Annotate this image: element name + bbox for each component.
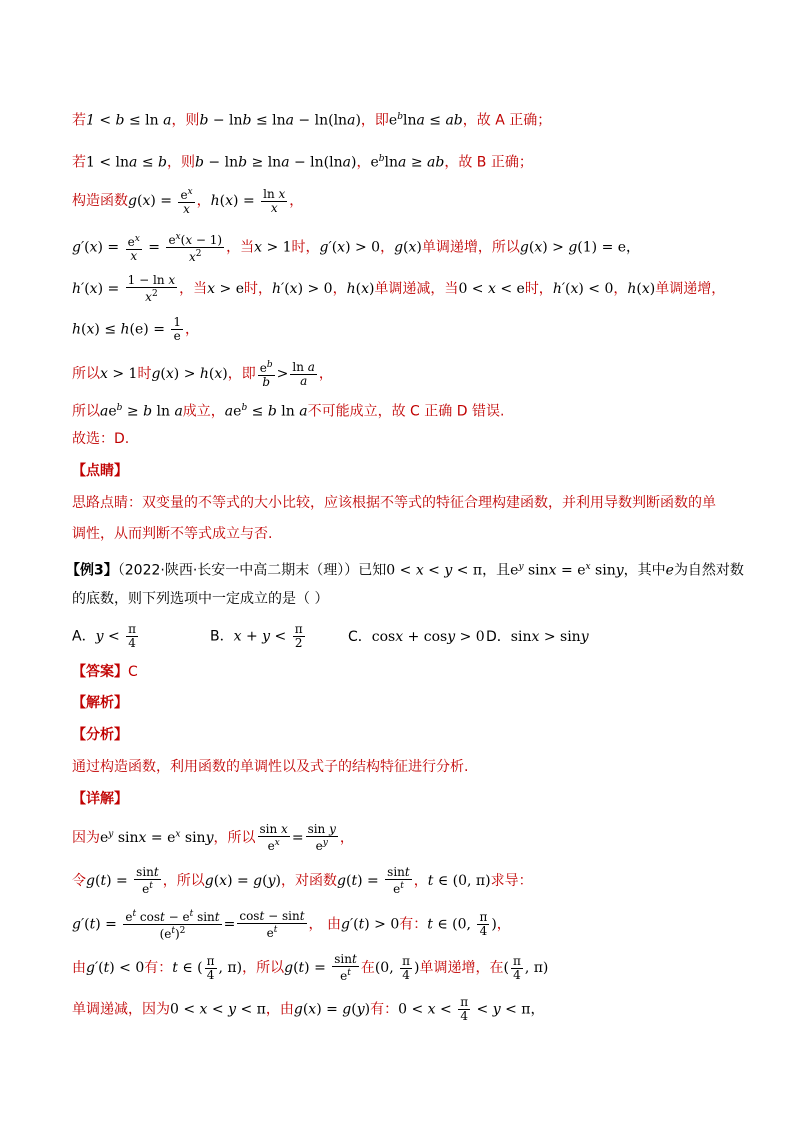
text-line: 若1 < lna ≤ b，则b − lnb ≥ lna − ln(lna)，$e^b\ln a$ ≥ ab，故 B 正确； (72, 154, 533, 171)
section-heading: 【详解】 (72, 791, 128, 807)
section-heading: 【解析】 (72, 695, 128, 711)
text-line: h(x) ≤ h(e) = $\frac{1}{e}$ ， (72, 315, 200, 343)
text-line: g′(t) = $\frac{e^t \cos t - e^t \sin t}{(e^t)^2}$ = $\frac{\cos t - \sin t}{e^t}$ ， 由g′(t) > 0有：t ∈ (0, $\frac{\pi}{4}$ )， (72, 908, 511, 941)
text-line: 所以x > 1时g(x) > h(x)，即 $\frac{e^b}{b}$ > $\frac{\text{ln a}}{a}$ ， (72, 359, 333, 389)
text-line: g′(x) = $\frac{e^x}{x}$ = $\frac{e^x(x - 1)}{x^2}$ ，当x > 1时，g′(x) > 0，g(x)单调递增，所以g(x) > g(1) = e， (72, 232, 641, 264)
question-stem: 【例3】（2022·陕西·长安一中高二期末（理））已知0 < x < y < π，且$e^y$ $\sin x = e^x$ siny，其中e为自然对数 (66, 562, 744, 579)
text-line: 构造函数g(x) = $\frac{e^x}{x}$ ，h(x) = $\frac{\text{ln x}}{x}$ ， (72, 186, 304, 216)
options: A．y < $\frac{\pi}{4}$ B．x + y < $\frac{\pi}{2}$ C．cosx + cosy > 0D．sinx > siny (72, 622, 589, 650)
text-line: 调性，从而判断不等式成立与否. (72, 526, 273, 542)
text-line: 因为$e^y$ $\sin x = e^x$ siny，所以 $\frac{\text{sin x}}{e^x}$ = $\frac{\text{sin y}}{e^y}$ ， (72, 822, 354, 853)
question-stem: 的底数，则下列选项中一定成立的是（ ） (72, 591, 329, 607)
section-heading: 【点睛】 (72, 463, 128, 479)
text-line: 单调递减，因为0 < x < y < π，由g(x) = g(y)有：0 < x < $\frac{\pi}{4}$ < y < π， (72, 995, 545, 1023)
text-line: h′(x) = $\frac{\text{1 − ln x}}{x^2}$ ，当x > e时，h′(x) > 0，h(x)单调递减，当0 < x < e时，h′(x) < 0，h(x)单调递增， (72, 273, 726, 304)
text-line: 通过构造函数，利用函数的单调性以及式子的结构特征进行分析. (72, 759, 469, 775)
text-line: 故选：D. (72, 431, 130, 447)
text-line: 思路点睛：双变量的不等式的大小比较，应该根据不等式的特征合理构建函数，并利用导数判断函数的单 (72, 495, 716, 511)
text-line: 令g(t) = $\frac{\sin t}{e^t}$ ，所以g(x) = g(y)，对函数g(t) = $\frac{\sin t}{e^t}$ ，t ∈ (0, π)求导： (72, 865, 533, 896)
answer: 【答案】C (72, 664, 138, 680)
text-line: 若1 < b ≤ ln a，则b − lnb ≤ lna − ln(lna)，即$e^b\ln a$ ≤ ab，故 A 正确； (72, 112, 552, 129)
text-line: 所以$ae^b \ge b$ ln a成立，$ae^b \le b$ ln a不可能成立，故 C 正确 D 错误. (72, 403, 505, 420)
text-line: 由g′(t) < 0有：t ∈ ( $\frac{\pi}{4}$ , π)，所以g(t) = $\frac{\sin t}{e^t}$ 在(0, $\frac{\pi}{4}$ )单调递增，在( $\frac{\pi}{4}$ , π) (72, 952, 549, 983)
section-heading: 【分析】 (72, 727, 128, 743)
